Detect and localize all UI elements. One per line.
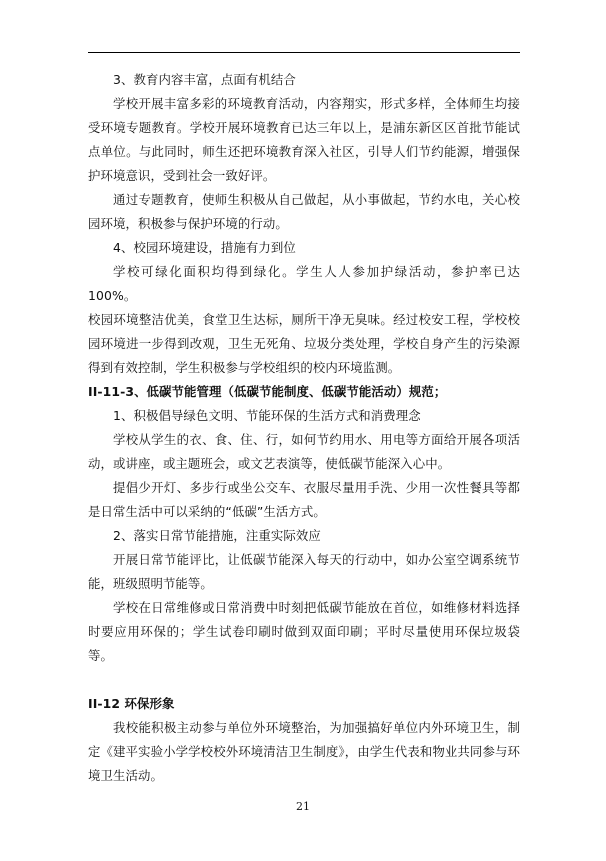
section-heading-eco-image: II-12 环保形象 <box>88 696 175 711</box>
paragraph-maintenance: 学校在日常维修或日常消费中时刻把低碳节能放在首位，如维修材料选择时要应用环保的；学生试卷印刷时做到双面印刷；平时尽量使用环保垃圾袋等。 <box>88 600 520 663</box>
section-heading-daily-measures: 2、落实日常节能措施，注重实际效应 <box>113 528 321 543</box>
paragraph-low-carbon-lifestyle: 提倡少开灯、多步行或坐公交车、衣服尽量用手洗、少用一次性餐具等都是日常生活中可以采纳的“低碳”生活方式。 <box>88 480 520 519</box>
section-heading-low-carbon: II-11-3、低碳节能管理（低碳节能制度、低碳节能活动）规范； <box>88 384 447 399</box>
paragraph-greening: 学校可绿化面积均得到绿化。学生人人参加护绿活动，参护率已达100%。 <box>88 264 520 303</box>
page-number: 21 <box>296 800 310 813</box>
paragraph-environment-education: 学校开展丰富多彩的环境教育活动，内容翔实，形式多样，全体师生均接受环境专题教育。学校开展环境教育已达三年以上，是浦东新区区首批节能试点单位。与此同时，师生还把环境教育深入社区，引导人们节约能源，增强保护环境意识，受到社会一致好评。 <box>88 96 520 183</box>
section-heading-green-lifestyle: 1、积极倡导绿色文明、节能环保的生活方式和消费理念 <box>113 408 421 423</box>
document-body <box>88 68 520 788</box>
paragraph-topic-education: 通过专题教育，使师生积极从自己做起，从小事做起，节约水电，关心校园环境，积极参与保护环境的行动。 <box>88 192 520 231</box>
paragraph-gap <box>88 668 520 692</box>
paragraph-eco-image: 我校能积极主动参与单位外环境整治，为加强搞好单位内外环境卫生，制定《建平实验小学学校校外环境清洁卫生制度》，由学生代表和物业共同参与环境卫生活动。 <box>88 720 520 783</box>
header-rule <box>88 52 520 53</box>
section-heading-education-content: 3、教育内容丰富，点面有机结合 <box>113 72 296 87</box>
paragraph-campus-clean: 校园环境整洁优美，食堂卫生达标，厕所干净无臭味。经过校安工程，学校校园环境进一步得到改观，卫生无死角、垃圾分类处理，学校自身产生的污染源得到有效控制，学生积极参与学校组织的校内环境监测。 <box>88 312 520 375</box>
section-heading-campus-environment: 4、校园环境建设，措施有力到位 <box>113 240 296 255</box>
paragraph-activities: 学校从学生的衣、食、住、行，如何节约用水、用电等方面给开展各项活动，或讲座，或主题班会，或文艺表演等，使低碳节能深入心中。 <box>88 432 520 471</box>
paragraph-energy-evaluation: 开展日常节能评比，让低碳节能深入每天的行动中，如办公室空调系统节能，班级照明节能等。 <box>88 552 520 591</box>
